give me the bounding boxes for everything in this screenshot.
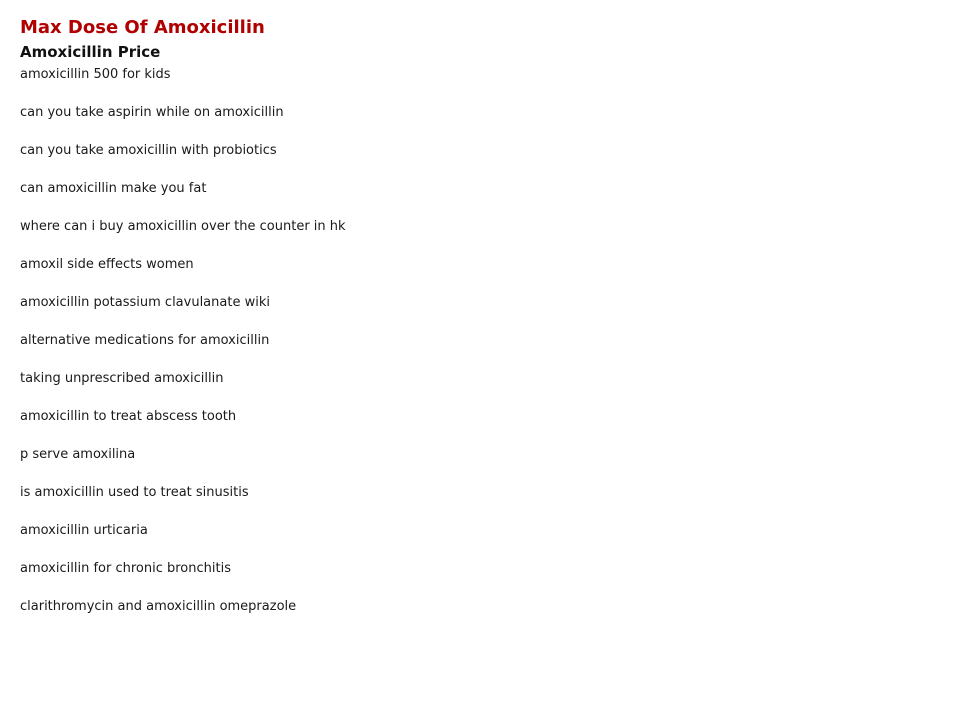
list-item: is amoxicillin used to treat sinusitis [20, 485, 249, 500]
list-item: clarithromycin and amoxicillin omeprazole [20, 599, 297, 614]
list-item: p serve amoxilina [20, 447, 136, 462]
list-item: amoxicillin to treat abscess tooth [20, 409, 237, 424]
list-item: amoxicillin urticaria [20, 523, 148, 538]
keyword-list [20, 66, 940, 616]
list-item: where can i buy amoxicillin over the counter in hk [20, 219, 346, 234]
list-item: amoxicillin potassium clavulanate wiki [20, 295, 270, 310]
page-content [20, 16, 940, 636]
list-item: amoxicillin 500 for kids [20, 67, 171, 82]
page-title: Max Dose Of Amoxicillin [20, 17, 265, 38]
list-item: can amoxicillin make you fat [20, 181, 207, 196]
list-item: can you take aspirin while on amoxicillin [20, 105, 284, 120]
list-item: amoxicillin for chronic bronchitis [20, 561, 231, 576]
list-item: alternative medications for amoxicillin [20, 333, 270, 348]
list-item: can you take amoxicillin with probiotics [20, 143, 277, 158]
page-subtitle: Amoxicillin Price [20, 43, 161, 61]
list-item: amoxil side effects women [20, 257, 194, 272]
list-item: taking unprescribed amoxicillin [20, 371, 224, 386]
